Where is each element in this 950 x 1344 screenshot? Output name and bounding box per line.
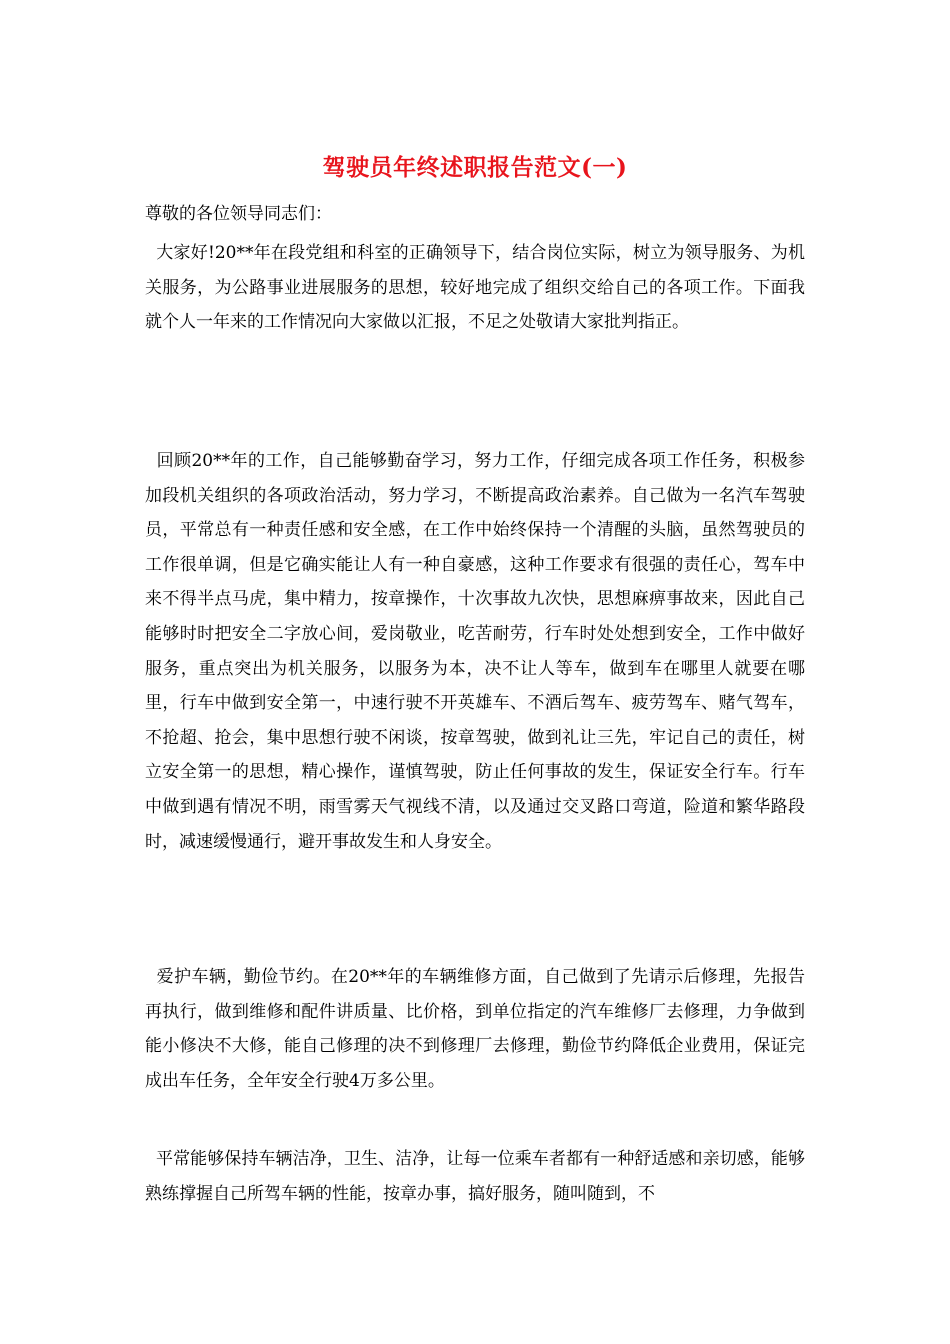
paragraph-2: 回顾20**年的工作，自己能够勤奋学习，努力工作，仔细完成各项工作任务，积极参加段机关组织的各项政治活动，努力学习，不断提高政治素养。自己做为一名汽车驾驶员，平常总有一种责任感和安全感，在工作中始终保持一个清醒的头脑，虽然驾驶员的工作很单调，但是它确实能让人有一种自豪感，这种工作要求有很强的责任心，驾车中来不得半点马虎，集中精力，按章操作，十次事故九次快，思想麻痹事故来，因此自己能够时时把安全二字放心间，爱岗敬业，吃苦耐劳，行车时处处想到安全，工作中做好服务，重点突出为机关服务，以服务为本，决不让人等车，做到车在哪里人就要在哪里，行车中做到安全第一，中速行驶不开英雄车、不酒后驾车、疲劳驾车、赌气驾车，不抢超、抢会，集中思想行驶不闲谈，按章驾驶，做到礼让三先，牢记自己的责任，树立安全第一的思想，精心操作，谨慎驾驶，防止任何事故的发生，保证安全行车。行车中做到遇有情况不明，雨雪雾天气视线不清，以及通过交叉路口弯道，险道和繁华路段时，减速缓慢通行，避开事故发生和人身安全。 [145,451,805,852]
document-title: 驾驶员年终述职报告范文(一) [322,154,628,181]
paragraph-1: 大家好!20**年在段党组和科室的正确领导下，结合岗位实际，树立为领导服务、为机关服务，为公路事业进展服务的思想，较好地完成了组织交给自己的各项工作。下面我就个人一年来的工作情况向大家做以汇报，不足之处敬请大家批判指正。 [145,243,805,333]
paragraph-3: 爱护车辆，勤俭节约。在20**年的车辆维修方面，自己做到了先请示后修理，先报告再执行，做到维修和配件讲质量、比价格，到单位指定的汽车维修厂去修理，力争做到能小修决不大修，能自己修理的决不到修理厂去修理，勤俭节约降低企业费用，保证完成出车任务，全年安全行驶4万多公里。 [145,967,805,1091]
salutation: 尊敬的各位领导同志们： [145,204,332,224]
paragraph-4: 平常能够保持车辆洁净，卫生、洁净，让每一位乘车者都有一种舒适感和亲切感，能够熟练撑握自己所驾车辆的性能，按章办事，搞好服务，随叫随到，不 [145,1149,806,1204]
